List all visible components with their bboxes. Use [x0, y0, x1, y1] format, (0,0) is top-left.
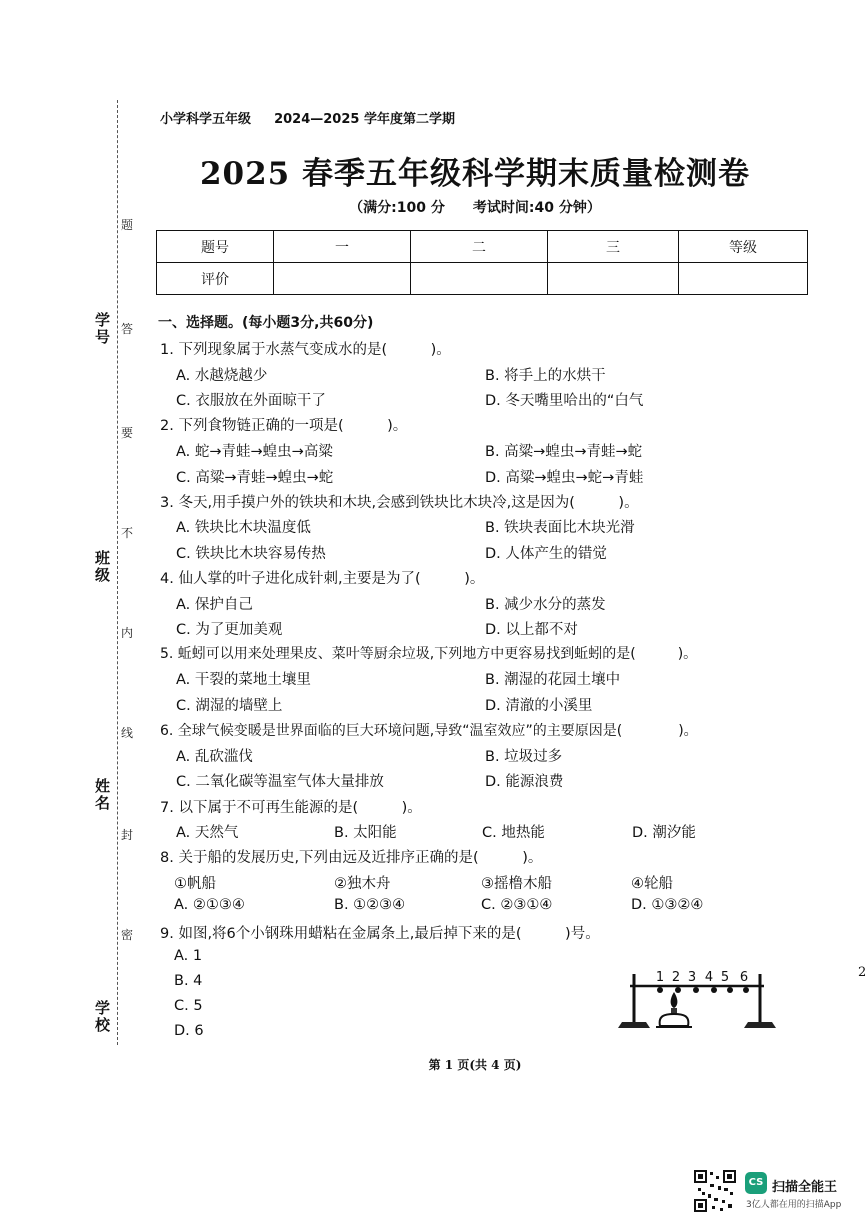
scanner-app-name: 扫描全能王: [772, 1180, 838, 1195]
question-stem: 3. 冬天,用手摸户外的铁块和木块,会感到铁块比木块冷,这是因为( )。: [160, 495, 639, 511]
option-c: C. ②③①④: [481, 897, 553, 913]
term-name: 2024—2025 学年度第二学期: [274, 112, 455, 127]
margin-label-school: 学校: [93, 1000, 111, 1034]
seal-char: 答: [121, 322, 134, 336]
table-empty-cell: [274, 263, 411, 295]
option-d: D. 以上都不对: [485, 622, 578, 638]
option-c: C. 为了更加美观: [176, 622, 283, 638]
score-table-eval-row: [157, 263, 808, 295]
ship-item: ③摇橹木船: [481, 876, 552, 892]
question-stem: 1. 下列现象属于水蒸气变成水的是( )。: [160, 342, 451, 358]
option-c: C. 地热能: [482, 825, 545, 841]
option-a: A. 蛇→青蛙→蝗虫→高粱: [176, 444, 333, 460]
seal-char: 线: [121, 726, 134, 740]
margin-label-name: 姓名: [93, 778, 111, 812]
table-empty-cell: [411, 263, 548, 295]
seal-char: 题: [121, 218, 134, 232]
seal-char: 封: [121, 828, 134, 842]
ship-item: ①帆船: [174, 876, 216, 892]
option-a: A. 1: [174, 948, 203, 964]
option-d: D. 冬天嘴里哈出的“白气: [485, 393, 644, 409]
table-header-cell: 题号: [157, 231, 274, 263]
score-table: [156, 230, 808, 295]
seal-char: 密: [121, 928, 134, 942]
exam-title: 2025 春季五年级科学期末质量检测卷: [199, 156, 751, 192]
option-b: B. 减少水分的蒸发: [485, 597, 606, 613]
option-d: D. 能源浪费: [485, 774, 564, 790]
question-stem: 9. 如图,将6个小钢珠用蜡粘在金属条上,最后掉下来的是( )号。: [160, 926, 600, 942]
option-a: A. ②①③④: [174, 897, 245, 913]
edge-mark: 2: [858, 965, 867, 980]
option-c: C. 湖湿的墙壁上: [176, 698, 283, 714]
section-heading: 一、选择题。(每小题3分,共60分): [158, 315, 374, 331]
option-a: A. 铁块比木块温度低: [176, 520, 311, 536]
score-table-header-row: [157, 231, 808, 263]
option-d: D. 清澈的小溪里: [485, 698, 593, 714]
question-stem: 8. 关于船的发展历史,下列由远及近排序正确的是( )。: [160, 850, 543, 866]
option-a: A. 干裂的菜地土壤里: [176, 672, 311, 688]
question-stem: 2. 下列食物链正确的一项是( )。: [160, 418, 408, 434]
option-c: C. 衣服放在外面晾干了: [176, 393, 326, 409]
ball-label: 2: [671, 970, 681, 985]
ship-item: ②独木舟: [334, 876, 391, 892]
table-row-label: 评价: [157, 263, 274, 295]
option-b: B. 潮湿的花园土壤中: [485, 672, 621, 688]
seal-char: 要: [121, 426, 134, 440]
table-header-cell: 一: [274, 231, 411, 263]
ball-label: 4: [704, 970, 714, 985]
cs-logo: CS: [745, 1172, 767, 1194]
question-stem: 5. 蚯蚓可以用来处理果皮、菜叶等厨余垃圾,下列地方中更容易找到蚯蚓的是( )。: [160, 646, 698, 662]
option-b: B. 高粱→蝗虫→青蛙→蛇: [485, 444, 643, 460]
option-d: D. 高粱→蝗虫→蛇→青蛙: [485, 470, 644, 486]
option-a: A. 天然气: [176, 825, 239, 841]
option-a: A. 水越烧越少: [176, 368, 268, 384]
exam-subtitle: （满分:100 分 考试时间:40 分钟）: [349, 200, 601, 216]
table-header-cell: 三: [548, 231, 679, 263]
question-stem: 4. 仙人掌的叶子进化成针刺,主要是为了( )。: [160, 571, 485, 587]
metal-bar-figure: [612, 964, 782, 1036]
option-c: C. 5: [174, 998, 203, 1014]
steel-balls: [657, 987, 749, 993]
margin-label-class: 班级: [93, 550, 111, 584]
option-d: D. 人体产生的错觉: [485, 546, 607, 562]
question-stem: 6. 全球气候变暖是世界面临的巨大环境问题,导致“温室效应”的主要原因是( )。: [160, 723, 698, 739]
ball-label: 3: [687, 970, 697, 985]
scanner-app-slogan: 3亿人都在用的扫描App: [746, 1200, 842, 1210]
table-header-cell: 二: [411, 231, 548, 263]
course-line: [160, 108, 455, 127]
table-empty-cell: [548, 263, 679, 295]
option-c: C. 二氧化碳等温室气体大量排放: [176, 774, 384, 790]
option-b: B. 将手上的水烘干: [485, 368, 606, 384]
page-number: 第 1 页(共 4 页): [428, 1058, 522, 1072]
question-stem: 7. 以下属于不可再生能源的是( )。: [160, 800, 422, 816]
option-b: B. 4: [174, 973, 203, 989]
ball-label: 1: [655, 970, 665, 985]
option-b: B. 垃圾过多: [485, 749, 563, 765]
ship-item: ④轮船: [631, 876, 673, 892]
option-a: A. 保护自己: [176, 597, 253, 613]
option-b: B. 铁块表面比木块光滑: [485, 520, 635, 536]
course-name: 小学科学五年级: [160, 112, 252, 127]
margin-label-student-id: 学号: [93, 312, 111, 346]
option-c: C. 高粱→青蛙→蝗虫→蛇: [176, 470, 334, 486]
option-c: C. 铁块比木块容易传热: [176, 546, 326, 562]
seal-char: 内: [121, 626, 134, 640]
option-b: B. 太阳能: [334, 825, 397, 841]
option-d: D. 6: [174, 1023, 204, 1039]
option-d: D. 潮汐能: [632, 825, 696, 841]
table-header-cell: 等级: [679, 231, 808, 263]
qr-code-icon: [694, 1170, 736, 1212]
binding-dashed-line: [117, 100, 118, 1045]
ball-label: 5: [720, 970, 730, 985]
seal-char: 不: [121, 526, 134, 540]
ball-label: 6: [739, 970, 749, 985]
alcohol-lamp-icon: [656, 992, 692, 1027]
option-b: B. ①②③④: [334, 897, 406, 913]
table-empty-cell: [679, 263, 808, 295]
option-d: D. ①③②④: [631, 897, 704, 913]
option-a: A. 乱砍滥伐: [176, 749, 253, 765]
